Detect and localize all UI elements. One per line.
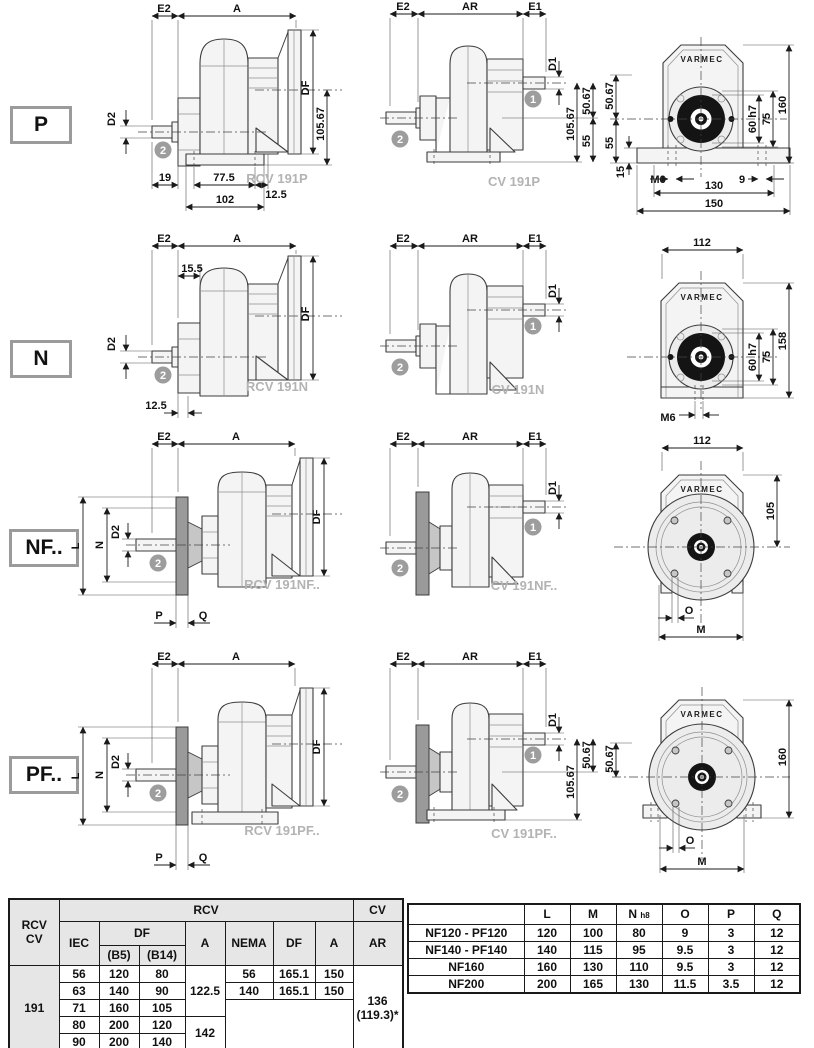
cell: 165 [570, 975, 616, 993]
caption-rcv-191n: RCV 191N [245, 379, 309, 394]
cell: 200 [524, 975, 570, 993]
cell: 56 [225, 965, 273, 982]
dim-ar: AR [462, 233, 478, 245]
dim-bore: 60 h7 [747, 342, 759, 372]
dim-e2: E2 [157, 651, 171, 663]
svg-text:2: 2 [154, 788, 162, 800]
dim-150: 150 [704, 198, 724, 210]
dim-e1: E1 [528, 1, 542, 13]
dim-e2: E2 [157, 233, 171, 245]
h-o: O [662, 904, 708, 924]
marker-output-2 [392, 786, 409, 803]
cell: 140 [225, 982, 273, 999]
caption-cv-191n: CV 191N [491, 382, 545, 397]
marker-output-2 [150, 555, 167, 572]
type-label-n-text: N [33, 347, 49, 370]
cell: 56 [59, 965, 99, 982]
svg-text:2: 2 [396, 563, 404, 575]
dim-a: A [233, 3, 241, 15]
dim-a: A [233, 233, 241, 245]
marker-output-2 [392, 359, 409, 376]
cell: 105 [139, 999, 185, 1016]
h-p: P [708, 904, 754, 924]
dim-e2: E2 [157, 431, 171, 443]
cell: 165.1 [273, 965, 315, 982]
cell: 63 [59, 982, 99, 999]
caption-rcv-191pf: RCV 191PF.. [244, 823, 320, 838]
marker-output-2 [150, 785, 167, 802]
dim-d2: D2 [106, 111, 118, 127]
part-geometry [152, 30, 301, 168]
drawing-cv-191nf [372, 432, 605, 650]
cell: 140 [99, 982, 139, 999]
drawing-front-p [602, 17, 812, 229]
h-ar: AR [353, 921, 403, 965]
svg-text:1: 1 [529, 321, 537, 333]
h-m: M [570, 904, 616, 924]
cell: 200 [99, 1033, 139, 1048]
dim-p: P [155, 610, 163, 622]
dim-e2: E2 [157, 3, 171, 15]
dim-e2: E2 [396, 1, 410, 13]
cell: 150 [315, 982, 353, 999]
dim-m6: M6 [650, 174, 666, 186]
marker-output-2 [155, 142, 172, 159]
row-label: NF200 [408, 975, 524, 993]
dim-l: L [70, 772, 82, 780]
cell: 200 [99, 1016, 139, 1033]
dim-e2: E2 [396, 431, 410, 443]
cell: 115 [570, 941, 616, 958]
dim-e1: E1 [528, 233, 542, 245]
drawing-front-pf [602, 655, 812, 887]
cell: 100 [570, 924, 616, 941]
cell: 110 [616, 958, 662, 975]
svg-text:1: 1 [529, 94, 537, 106]
svg-text:2: 2 [396, 134, 404, 146]
cell: 90 [59, 1033, 99, 1048]
cell: 80 [616, 924, 662, 941]
drawing-rcv-191nf [62, 432, 345, 650]
cell: 90 [139, 982, 185, 999]
dim-125: 12.5 [265, 189, 287, 201]
cell-a-122: 122.5 [185, 965, 225, 1016]
svg-text:2: 2 [154, 558, 162, 570]
caption-rcv-191nf: RCV 191NF.. [244, 577, 320, 592]
dim-l: L [70, 542, 82, 550]
drawing-cv-191n [372, 234, 605, 434]
dim-m6: M6 [660, 412, 676, 424]
cell: 160 [524, 958, 570, 975]
dim-112: 112 [693, 237, 711, 249]
part-geometry [386, 274, 545, 394]
dim-5067: 50.67 [581, 87, 593, 115]
cell: 140 [524, 941, 570, 958]
dim-160: 160 [777, 747, 789, 767]
dim-d2: D2 [106, 336, 118, 352]
dim-5067: 50.67 [604, 82, 616, 110]
dim-5067: 50.67 [581, 741, 593, 769]
cell: 71 [59, 999, 99, 1016]
dim-9: 9 [738, 174, 746, 186]
dim-ar: AR [462, 431, 478, 443]
type-label-p-text: P [33, 113, 48, 136]
dim-ar: AR [462, 1, 478, 13]
cell-a-142: 142 [185, 1016, 225, 1048]
cell: 130 [570, 958, 616, 975]
marker-output-2 [155, 367, 172, 384]
drawing-rcv-191p [100, 2, 345, 230]
dim-e2: E2 [396, 651, 410, 663]
cell: 120 [524, 924, 570, 941]
brand-logo: VARMEC [680, 710, 724, 719]
dim-d1: D1 [547, 283, 559, 299]
dim-d1: D1 [547, 480, 559, 496]
group-cv: CV [353, 899, 403, 921]
dim-n: N [94, 541, 106, 549]
table-flange [407, 903, 801, 994]
caption-rcv-191p: RCV 191P [246, 171, 308, 186]
dim-d2: D2 [110, 524, 122, 540]
svg-text:2: 2 [396, 789, 404, 801]
dim-o: O [684, 605, 694, 617]
dim-160: 160 [777, 95, 789, 115]
marker-input-1 [525, 318, 542, 335]
h-nema: NEMA [225, 921, 273, 965]
corner-cell: RCV CV [9, 899, 59, 965]
svg-text:2: 2 [396, 362, 404, 374]
dim-10567: 105.67 [315, 107, 327, 141]
h-iec: IEC [59, 921, 99, 965]
h-l: L [524, 904, 570, 924]
dim-m: M [697, 856, 707, 868]
h-q: Q [754, 904, 800, 924]
row-label: NF140 - PF140 [408, 941, 524, 958]
dim-a: A [232, 651, 240, 663]
marker-input-1 [525, 91, 542, 108]
dim-df: DF [300, 80, 312, 96]
cell: 165.1 [273, 982, 315, 999]
h-b5: (B5) [99, 945, 139, 965]
dim-df: DF [311, 739, 323, 755]
dim-d1: D1 [547, 56, 559, 72]
drawing-rcv-191pf [62, 652, 345, 895]
dim-775: 77.5 [213, 172, 235, 184]
dim-75: 75 [761, 350, 773, 364]
dim-158: 158 [777, 331, 789, 351]
svg-text:1: 1 [529, 522, 537, 534]
type-label-nf-text: NF.. [25, 536, 63, 559]
part-geometry [136, 688, 313, 827]
marker-output-2 [392, 131, 409, 148]
cell: 120 [99, 965, 139, 982]
dim-55: 55 [604, 136, 616, 150]
dim-o: O [685, 835, 695, 847]
cell: 160 [99, 999, 139, 1016]
h-a: A [185, 921, 225, 965]
cell: 9 [662, 924, 708, 941]
dim-df: DF [300, 306, 312, 322]
part-geometry [386, 46, 545, 165]
dim-10567: 105.67 [565, 107, 577, 141]
cell: 95 [616, 941, 662, 958]
row-label: NF160 [408, 958, 524, 975]
dim-155: 15.5 [181, 263, 203, 275]
dim-m: M [696, 624, 706, 636]
dim-105: 105 [765, 501, 777, 521]
marker-input-1 [525, 747, 542, 764]
part-geometry [386, 473, 545, 595]
dim-19: 19 [158, 172, 172, 184]
cell: 130 [616, 975, 662, 993]
cell: 12 [754, 941, 800, 958]
brand-logo: VARMEC [680, 485, 724, 494]
dim-112: 112 [693, 435, 711, 447]
cell: 12 [754, 924, 800, 941]
row-label: NF120 - PF120 [408, 924, 524, 941]
group-rcv: RCV [59, 899, 353, 921]
h-n: N h8 [616, 904, 662, 924]
brand-logo: VARMEC [680, 293, 724, 302]
dim-a: A [232, 431, 240, 443]
drawing-cv-191pf [372, 652, 605, 895]
cell-nema-empty [225, 999, 353, 1048]
drawing-front-n [602, 237, 812, 433]
h-b14: (B14) [139, 945, 185, 965]
dim-130: 130 [704, 180, 724, 192]
caption-cv-191nf: CV 191NF.. [490, 578, 558, 593]
cell: 3.5 [708, 975, 754, 993]
dim-75: 75 [761, 112, 773, 126]
caption-cv-191pf: CV 191PF.. [491, 826, 557, 841]
cell: 3 [708, 941, 754, 958]
part-geometry [136, 458, 313, 595]
dim-d1: D1 [547, 712, 559, 728]
drawing-front-nf [602, 435, 812, 647]
dim-125: 12.5 [145, 400, 167, 412]
type-label-p [10, 106, 72, 144]
cell: 3 [708, 924, 754, 941]
cell: 140 [139, 1033, 185, 1048]
cell: 11.5 [662, 975, 708, 993]
dim-10567: 105.67 [565, 765, 577, 799]
cell: 12 [754, 958, 800, 975]
part-geometry [386, 703, 545, 823]
dim-55: 55 [581, 134, 593, 148]
h-df: DF [99, 921, 185, 945]
cell: 120 [139, 1016, 185, 1033]
dim-q: Q [198, 852, 208, 864]
dim-e1: E1 [528, 431, 542, 443]
drawing-rcv-191n [100, 234, 345, 434]
cell: 80 [139, 965, 185, 982]
cell: 12 [754, 975, 800, 993]
dim-p: P [155, 852, 163, 864]
cell: 9.5 [662, 941, 708, 958]
marker-output-2 [392, 560, 409, 577]
dim-bore: 60 h7 [747, 104, 759, 134]
dim-q: Q [198, 610, 208, 622]
cell: 9.5 [662, 958, 708, 975]
dim-d2: D2 [110, 754, 122, 770]
dim-n: N [94, 771, 106, 779]
type-label-pf-text: PF.. [25, 763, 63, 786]
part-geometry [152, 256, 301, 396]
size-cell: 191 [9, 965, 59, 1048]
dim-e1: E1 [528, 651, 542, 663]
dim-e2: E2 [396, 233, 410, 245]
h-a2: A [315, 921, 353, 965]
svg-text:1: 1 [529, 750, 537, 762]
cell-ar: 136 (119.3)* [353, 965, 403, 1048]
dim-15: 15 [615, 165, 627, 179]
h-df2: DF [273, 921, 315, 965]
brand-logo: VARMEC [680, 55, 724, 64]
svg-text:2: 2 [159, 145, 167, 157]
cell: 80 [59, 1016, 99, 1033]
type-label-n [10, 340, 72, 378]
dim-102: 102 [215, 194, 235, 206]
caption-cv-191p: CV 191P [487, 174, 541, 189]
drawing-cv-191p [372, 2, 605, 230]
dim-5067: 50.67 [604, 745, 616, 773]
marker-input-1 [525, 519, 542, 536]
cell: 150 [315, 965, 353, 982]
svg-text:2: 2 [159, 370, 167, 382]
table-rcv-cv [8, 898, 404, 1048]
dim-ar: AR [462, 651, 478, 663]
dim-df: DF [311, 509, 323, 525]
cell: 3 [708, 958, 754, 975]
h-empty [408, 904, 524, 924]
